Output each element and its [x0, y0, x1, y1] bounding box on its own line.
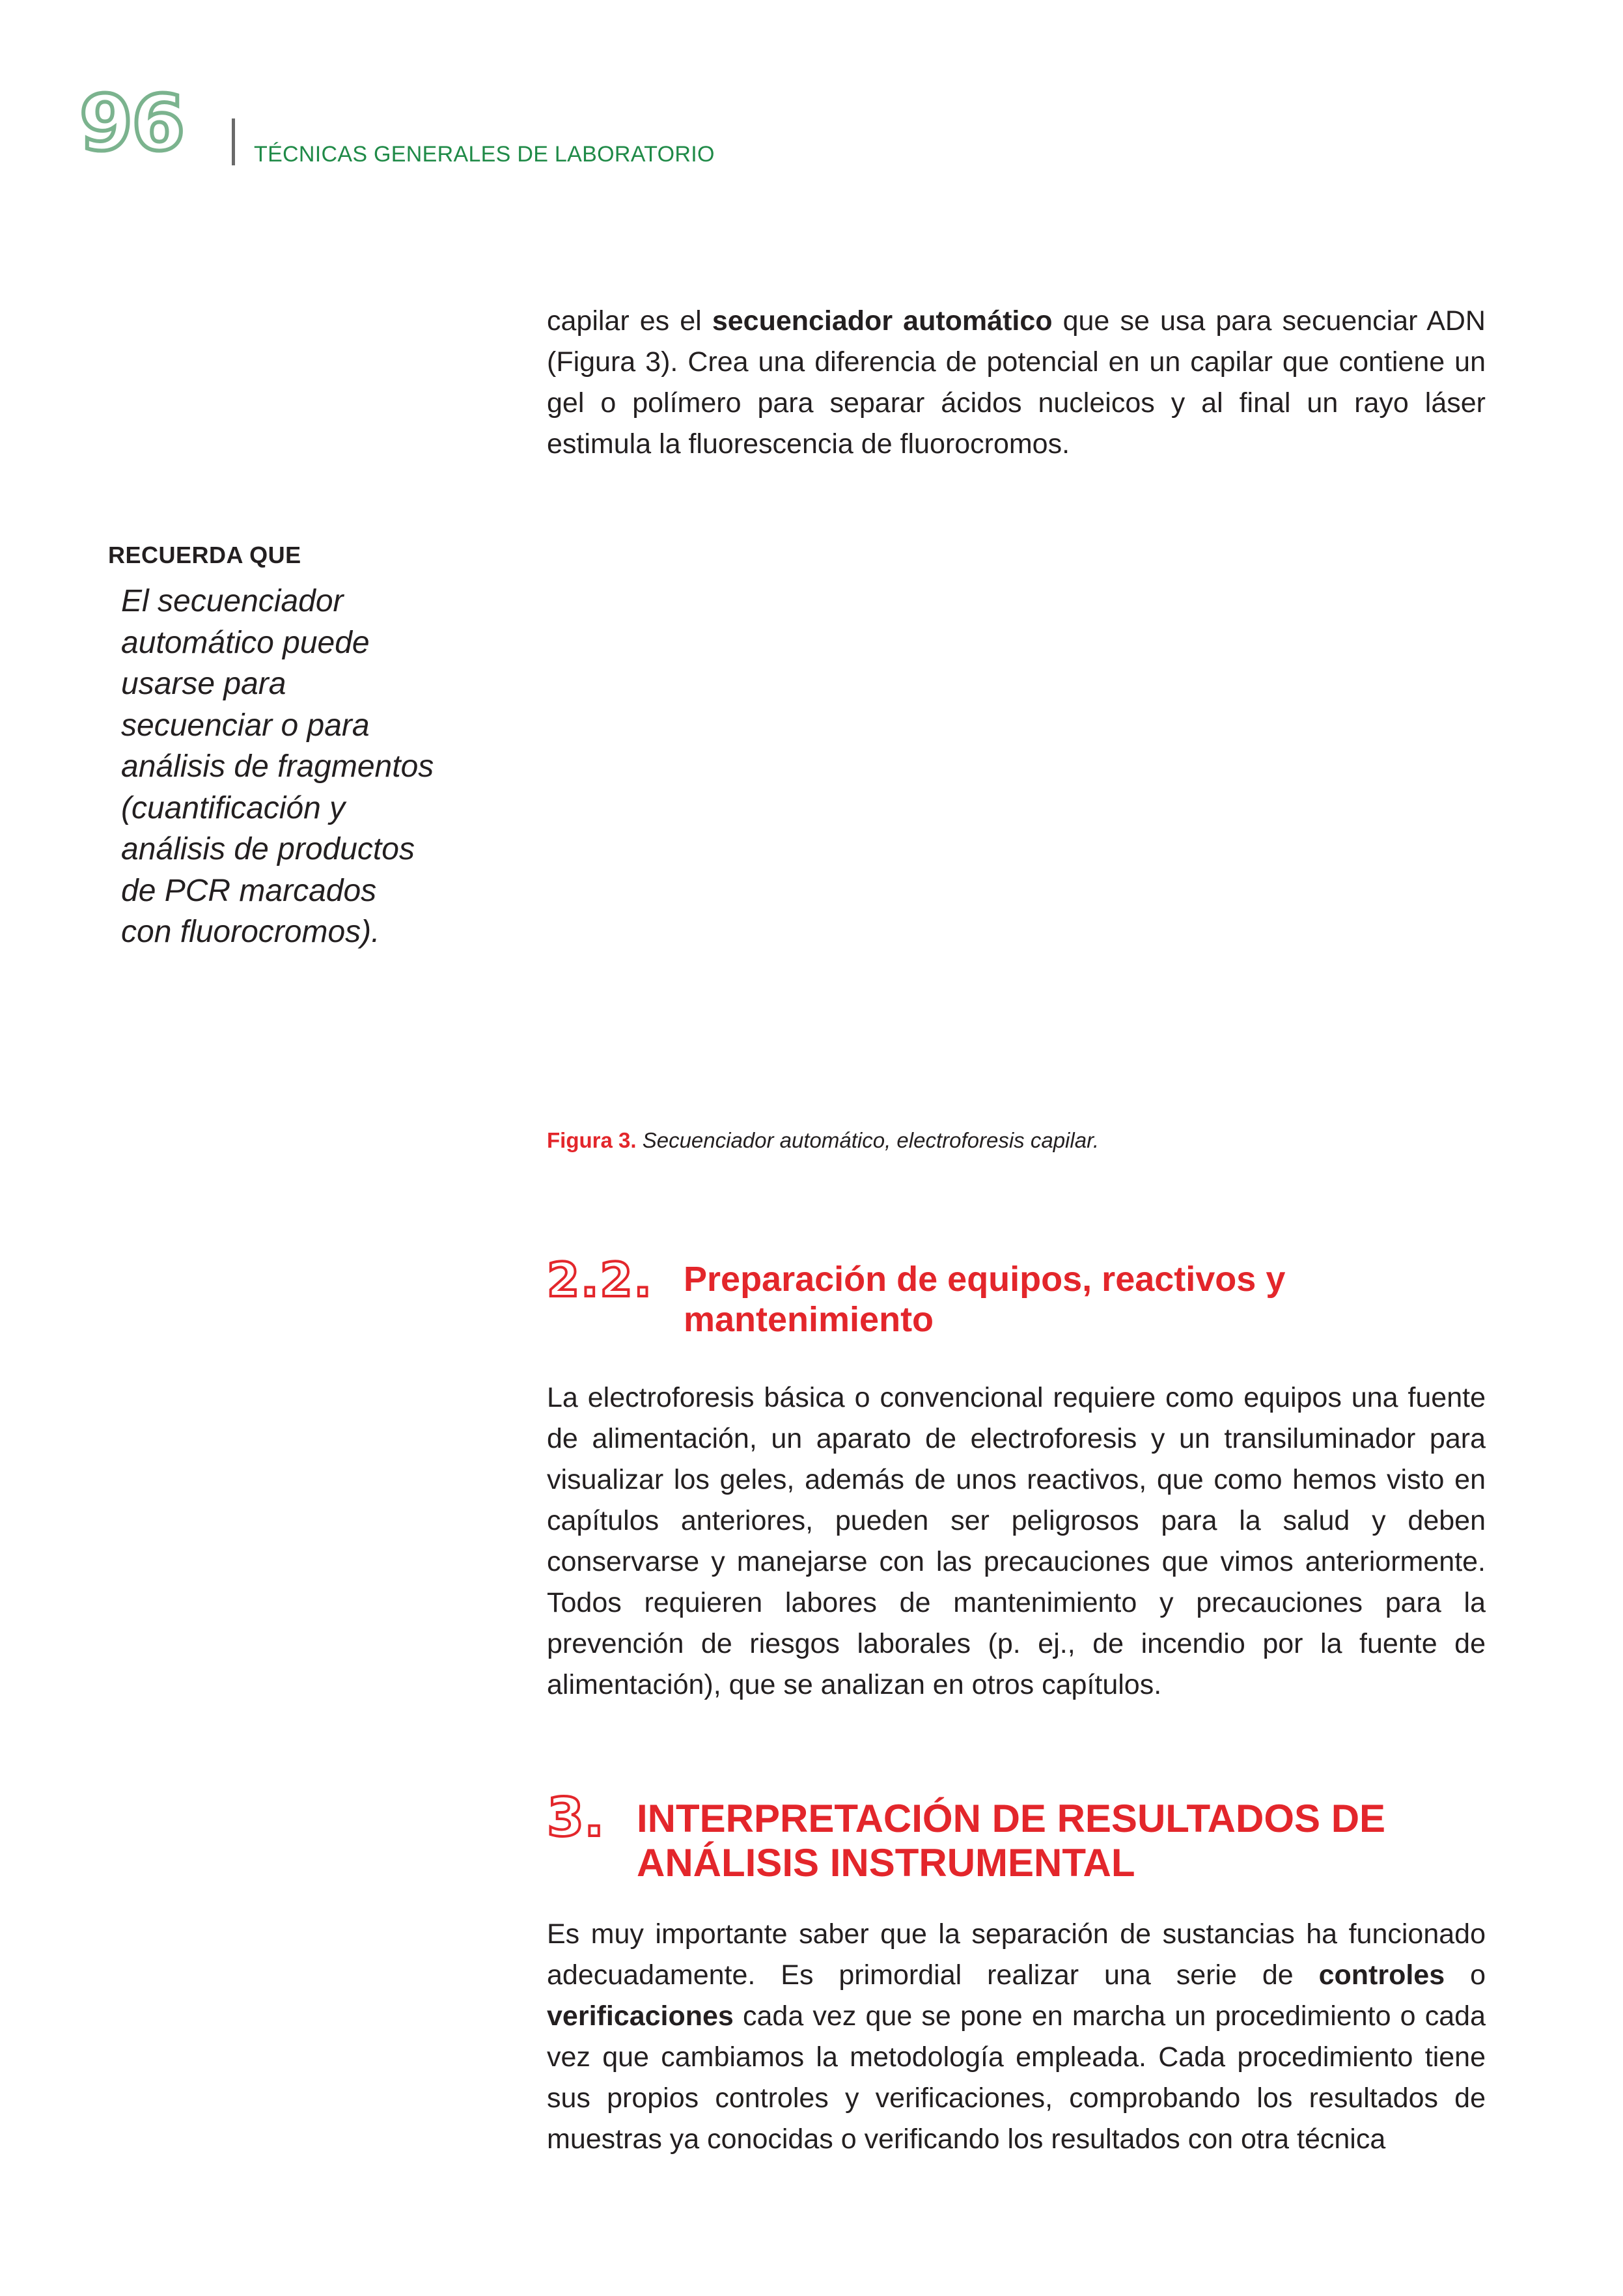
figure-image-area [547, 514, 1486, 1087]
sidebar-note: El secuenciador automático puede usarse para secuenciar o para análisis de fragmentos (cuantificación y análisis de productos de PCR marcados con fluorocromos). [121, 584, 434, 949]
figure-caption-text: Secuenciador automático, electroforesis capilar. [642, 1128, 1100, 1152]
paragraph-text: Es muy importante saber que la separación de sustancias ha funcionado adecuadamente. Es primordial realizar una serie de [547, 1918, 1486, 1991]
paragraph-text: o [1445, 1959, 1486, 1991]
bold-term-verificaciones: verificaciones [547, 2000, 734, 2032]
page-number: 96 [79, 78, 184, 168]
section-paragraph: La electroforesis básica o convencional requiere como equipos una fuente de alimentación, un aparato de electroforesis y un transiluminador para visualizar los geles, además de unos reactivos, que como hemos visto en capítulos anteriores, pueden ser peligrosos para la salud y deben conservarse y manejarse con las precauciones que vimos anteriormente. Todos requieren labores de mantenimiento y precauciones para la prevención de riesgos laborales (p. ej., de incendio por la fuente de alimentación), que se analizan en otros capítulos. [547, 1382, 1486, 1700]
intro-bold-term: secuenciador automático [712, 305, 1053, 337]
intro-paragraph [547, 301, 1486, 465]
section-title: INTERPRETACIÓN DE RESULTADOS DE ANÁLISIS INSTRUMENTAL [637, 1797, 1386, 1885]
paragraph-text: cada vez que se pone en marcha un procedimiento o cada vez que cambiamos la metodología empleada. Cada procedimiento tiene sus propios controles y verificaciones, comprobando los resultados de muestras ya conocidas o verificando los resultados con otra técnica [547, 2000, 1486, 2155]
section-number: 3. [547, 1787, 605, 1849]
section-title: Preparación de equipos, reactivos y mantenimiento [684, 1260, 1286, 1339]
figure-caption [547, 1128, 1099, 1153]
figure-label: Figura 3. [547, 1128, 637, 1152]
intro-text-end: que se usa para secuenciar ADN (Figura 3). Crea una diferencia de potencial en un capilar que contiene un gel o polímero para separar ácidos nucleicos y al final un rayo láser estimula la fluorescencia de fluorocromos. [547, 305, 1486, 460]
section-paragraph [547, 1914, 1486, 2160]
section-number: 2.2. [547, 1252, 653, 1307]
sidebar-heading: RECUERDA QUE [108, 542, 301, 568]
intro-text-start: capilar es el [547, 305, 712, 337]
running-title: TÉCNICAS GENERALES DE LABORATORIO [254, 142, 715, 167]
bold-term-controles: controles [1318, 1959, 1445, 1991]
header-divider [232, 118, 235, 165]
